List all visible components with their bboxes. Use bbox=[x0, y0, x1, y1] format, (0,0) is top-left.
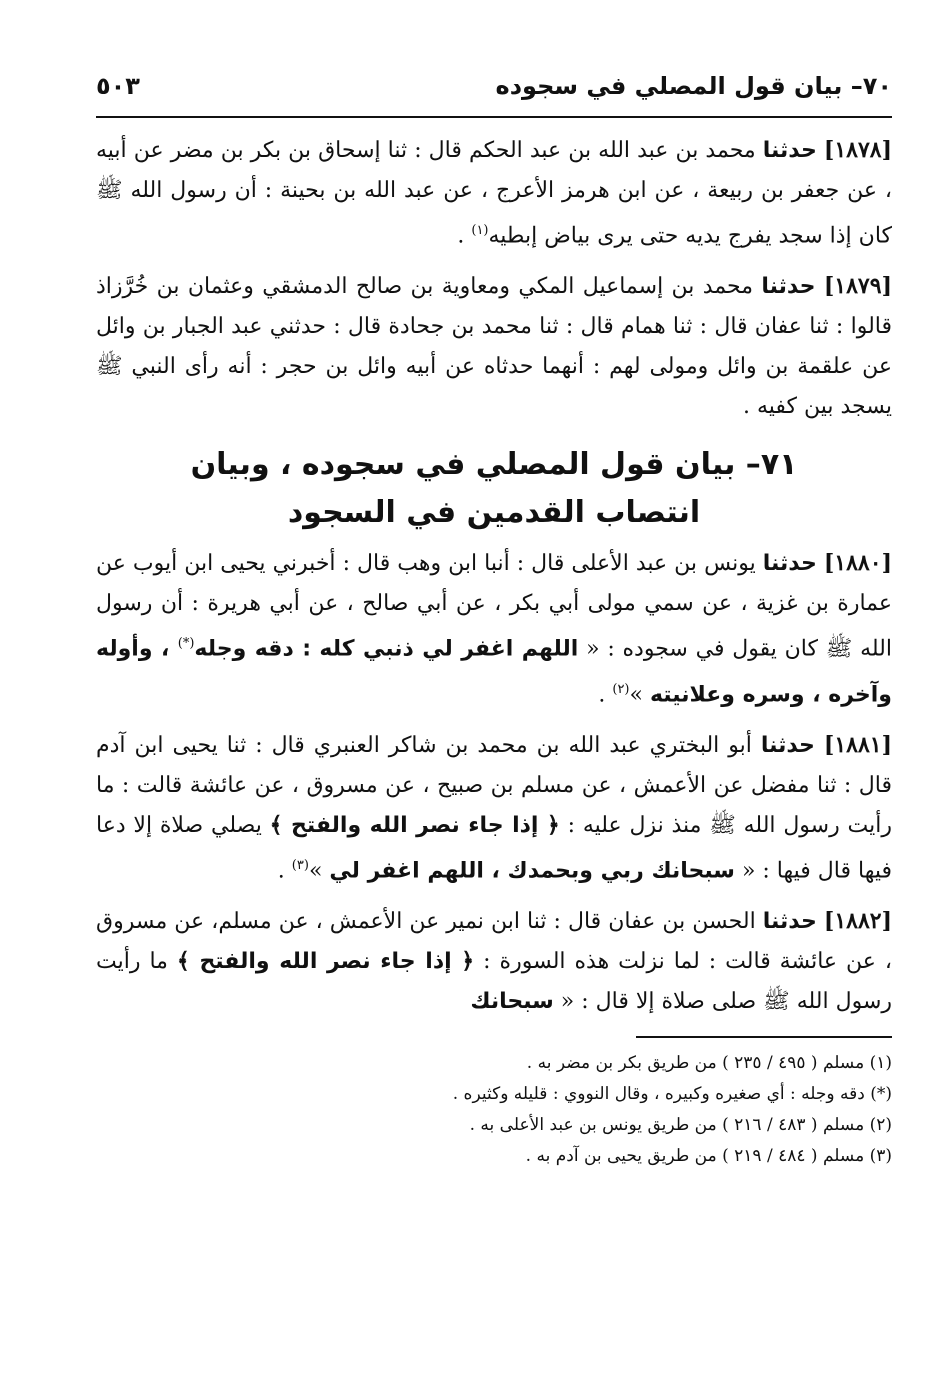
hadith-number: [١٨٨٢] bbox=[823, 908, 892, 935]
hadith-1880 bbox=[96, 543, 892, 715]
hadith-number: [١٨٨١] bbox=[823, 731, 892, 758]
quran-verse: ﴿ إذا جاء نصر الله والفتح ﴾ bbox=[176, 949, 475, 975]
quote-close: » bbox=[308, 858, 330, 884]
dua-text: اللهم اغفر لي ذنبي كله : دقه وجله bbox=[194, 636, 579, 662]
footnote-3: (٣) مسلم ( ٤٨٤ / ٢١٩ ) من طريق يحيى بن آدم به . bbox=[525, 1146, 892, 1167]
footnote-ref: (٣) bbox=[291, 857, 309, 873]
chapter-heading-line-2: انتصاب القدمين في السجود bbox=[287, 495, 701, 531]
dua-text: سبحانك bbox=[470, 989, 554, 1015]
footnote-ref: (١) bbox=[471, 223, 489, 238]
tahdith-word: حدثنا bbox=[762, 551, 817, 577]
hadith-text: محمد بن عبد الله بن عبد الحكم قال : ثنا إسحاق بن بكر بن مضر عن أبيه ، عن جعفر بن ربيعة ، عن ابن هرمز الأعرج ، عن عبد الله بن بحينة : أن رسول الله ﷺ كان إذا سجد يفرج يديه حتى يرى بياض إبطيه bbox=[96, 138, 892, 249]
footnote-ref: (٢) bbox=[612, 681, 630, 697]
chapter-heading bbox=[96, 441, 892, 537]
book-page bbox=[96, 72, 892, 1172]
hadith-end: . bbox=[598, 681, 613, 707]
hadith-number: [١٨٧٨] bbox=[823, 137, 893, 163]
hadith-text: أبو البختري عبد الله بن محمد بن شاكر العنبري قال : ثنا يحيى ابن آدم قال : ثنا مفضل عن الأعمش ، عن مسلم بن صبيح ، عن مسروق ، عن عائشة قالت : ما رأيت رسول الله ﷺ منذ نزل عليه : bbox=[96, 732, 893, 838]
hadith-number: [١٨٧٩] bbox=[823, 273, 892, 300]
hadith-end: . bbox=[277, 858, 292, 884]
hadith-text: يونس بن عبد الأعلى قال : أنبا ابن وهب قال : أخبرني يحيى ابن أيوب عن عمارة بن غزية ، عن سمي مولى أبي بكر ، عن أبي صالح ، عن أبي هريرة : أن رسول الله ﷺ كان يقول في سجوده : « bbox=[96, 551, 892, 662]
tahdith-word: حدثنا bbox=[762, 909, 817, 935]
footnotes bbox=[96, 1048, 892, 1172]
chapter-heading-line-1: ٧١– بيان قول المصلي في سجوده ، وبيان bbox=[190, 447, 798, 483]
dua-text-continued: ، وأوله وآخره ، وسره وعلانيته bbox=[96, 636, 892, 707]
hadith-number: [١٨٨٠] bbox=[823, 550, 892, 577]
dua-text: سبحانك ربي وبحمدك ، اللهم اغفر لي bbox=[329, 858, 735, 884]
footnote-star: (*) دقه وجله : أي صغيره وكبيره ، وقال النووي : قليله وكثيره . bbox=[452, 1084, 892, 1105]
quran-verse: ﴿ إذا جاء نصر الله والفتح ﴾ bbox=[269, 812, 560, 838]
header-title: ٧٠– بيان قول المصلي في سجوده bbox=[495, 72, 892, 100]
footnote-rule bbox=[636, 1036, 892, 1038]
footnote-1: (١) مسلم ( ٤٩٥ / ٢٣٥ ) من طريق بكر بن مضر به . bbox=[526, 1053, 892, 1074]
running-header bbox=[96, 72, 892, 112]
page-number: ٥٠٣ bbox=[96, 72, 140, 100]
header-rule bbox=[96, 116, 892, 118]
tahdith-word: حدثنا bbox=[761, 274, 816, 300]
tahdith-word: حدثنا bbox=[762, 138, 817, 163]
hadith-1879 bbox=[96, 266, 892, 427]
hadith-end: . bbox=[457, 223, 472, 249]
hadith-text: الحسن بن عفان قال : ثنا ابن نمير عن الأعمش ، عن مسلم، عن مسروق ، عن عائشة قالت : لما نزلت هذه السورة : bbox=[96, 909, 892, 975]
hadith-text: محمد بن إسماعيل المكي ومعاوية بن صالح الدمشقي وعثمان بن خُرَّزاذ قالوا : ثنا عفان قال : ثنا همام قال : ثنا محمد بن جحادة قال : حدثني عبد الجبار بن وائل عن علقمة بن وائل ومولى لهم : أنهما حدثاه عن أبيه وائل بن حجر : أنه رأى النبي ﷺ يسجد بين كفيه . bbox=[96, 274, 892, 420]
footnote-ref: (*) bbox=[177, 636, 195, 652]
hadith-1882 bbox=[96, 901, 892, 1022]
footnote-2: (٢) مسلم ( ٤٨٣ / ٢١٦ ) من طريق يونس بن عبد الأعلى به . bbox=[469, 1115, 892, 1136]
hadith-text-continued: ما رأيت رسول الله ﷺ صلى صلاة إلا قال : « bbox=[96, 949, 892, 1015]
hadith-1881 bbox=[96, 725, 892, 891]
hadith-text-continued: يصلي صلاة إلا دعا فيها قال فيها : « bbox=[96, 812, 892, 884]
quote-close: » bbox=[629, 681, 650, 707]
hadith-1878 bbox=[96, 130, 892, 256]
tahdith-word: حدثنا bbox=[760, 732, 815, 758]
